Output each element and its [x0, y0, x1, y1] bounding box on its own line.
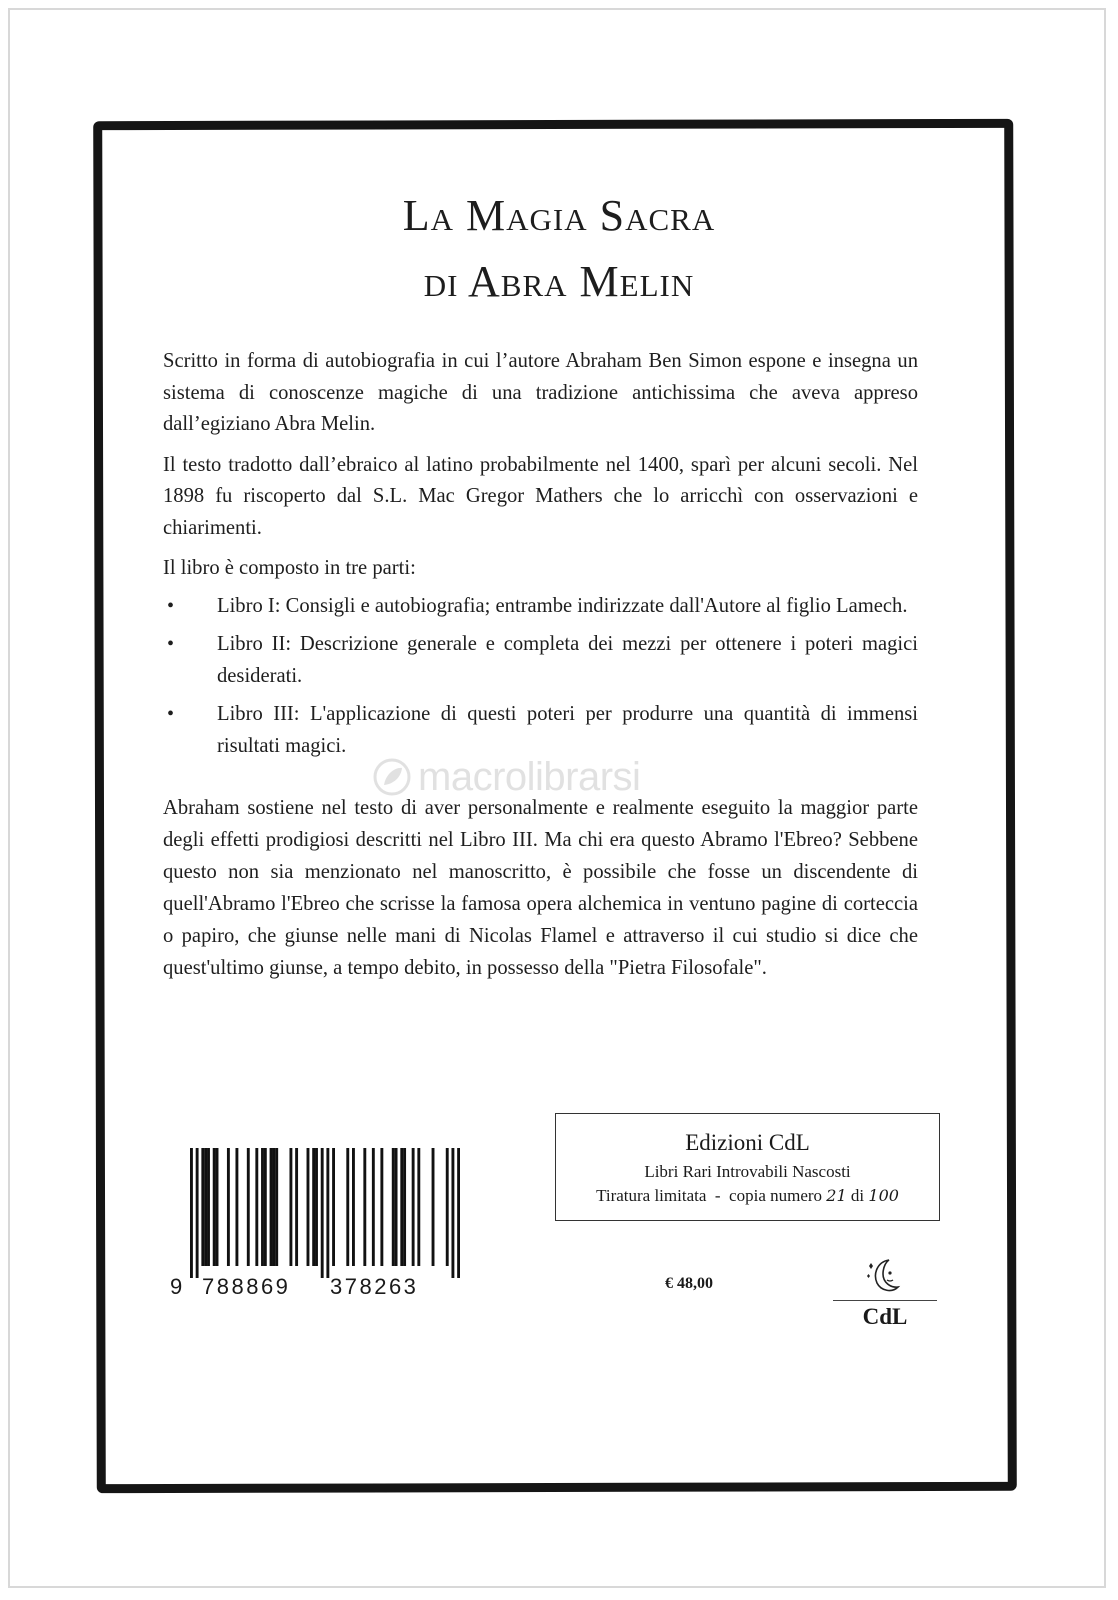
barcode-bar [213, 1148, 216, 1266]
barcode-bar [457, 1148, 460, 1278]
list-item-text: Libro II: Descrizione generale e completa dei mezzi per ottenere i poteri magici desiderati. [217, 633, 918, 687]
barcode-bar [312, 1148, 315, 1266]
barcode-bar [412, 1148, 415, 1266]
barcode-bar [400, 1148, 403, 1266]
list-item [163, 699, 918, 762]
barcode-bar [326, 1148, 329, 1278]
barcode-bar [275, 1148, 278, 1266]
publisher-tagline: Libri Rari Introvabili Nascosti [644, 1162, 851, 1181]
total-copies: 100 [868, 1186, 899, 1205]
copy-number: 21 [826, 1186, 847, 1205]
intro-paragraph-3: Il libro è composto in tre parti: [163, 557, 416, 579]
price-label: € 48,00 [665, 1275, 713, 1292]
logo-divider [833, 1300, 937, 1301]
barcode-first-digit: 9 [170, 1274, 185, 1299]
intro-paragraph-1: Scritto in forma di autobiografia in cui l’autore Abraham Ben Simon espone e insegna un sistema di conoscenze magiche di una tradizione antichissima che aveva appreso dall’egiziano Abra Melin. [163, 350, 918, 435]
barcode-bar [346, 1148, 349, 1266]
barcode-bar [272, 1148, 275, 1266]
barcode-bar [270, 1148, 273, 1266]
list-item-text: Libro I: Consigli e autobiografia; entrambe indirizzate dall'Autore al figlio Lamech. [217, 594, 908, 617]
barcode-bar [204, 1148, 207, 1266]
bullet-icon: • [167, 703, 175, 725]
barcode-bar [190, 1148, 193, 1278]
barcode-bar [295, 1148, 298, 1266]
barcode-bar [307, 1148, 310, 1266]
barcode-bar [216, 1148, 219, 1266]
barcode-bar [451, 1148, 454, 1278]
closing-paragraph: Abraham sostiene nel testo di aver personalmente e realmente eseguito la maggior parte degli effetti prodigiosi descritti nel Libro III. Ma chi era questo Abramo l'Ebreo? Sebbene questo non sia menzionato nel manoscritto, è possibile che fosse un discendente di quell'Abramo l'Ebreo che scrisse la famosa opera alchemica in ventuno pagine di corteccia o papiro, che giunse nelle mani di Nicolas Flamel e attraverso il cui studio si dice che quest'ultimo giunse, a tempo debito, in possesso della "Pietra Filosofale". [163, 797, 918, 979]
barcode-digits [170, 1274, 460, 1304]
bullet-icon: • [167, 633, 175, 655]
bullet-icon: • [167, 594, 175, 617]
barcode-bar [201, 1148, 204, 1266]
moon-face-icon [863, 1256, 907, 1296]
logo-text: CdL [862, 1304, 908, 1329]
list-item-text: Libro III: L'applicazione di questi poteri per produrre una quantità di immensi risultati magici. [217, 703, 918, 757]
intro-paragraph-2: Il testo tradotto dall’ebraico al latino probabilmente nel 1400, sparì per alcuni secoli. Nel 1898 fu riscoperto dal S.L. Mac Gregor Mathers che lo arricchì con osservazioni e chiarimenti. [163, 453, 918, 539]
barcode-bar [395, 1148, 398, 1266]
barcode-bar [363, 1148, 366, 1266]
barcode-bar [392, 1148, 395, 1266]
barcode-bar [247, 1148, 250, 1266]
list-item [163, 629, 918, 692]
barcode-bar [321, 1148, 324, 1278]
publisher-box [555, 1113, 940, 1221]
barcode-bars [190, 1148, 460, 1278]
barcode-group-2: 378263 [330, 1274, 419, 1299]
barcode-bar [380, 1148, 383, 1266]
list-item [163, 591, 918, 623]
barcode-bar [315, 1148, 318, 1266]
book-title [0, 183, 1118, 315]
barcode-bar [207, 1148, 210, 1266]
barcode-bar [235, 1148, 238, 1266]
description-body [163, 346, 918, 769]
barcode-bar [372, 1148, 375, 1266]
isbn-barcode [170, 1148, 460, 1308]
barcode-bar [417, 1148, 420, 1266]
barcode-bar [264, 1148, 267, 1266]
barcode-group-1: 788869 [202, 1274, 291, 1299]
barcode-bar [403, 1148, 406, 1266]
barcode-bar [352, 1148, 355, 1266]
barcode-bar [432, 1148, 435, 1266]
title-line-1: La Magia Sacra [402, 191, 716, 240]
barcode-bar [255, 1148, 258, 1266]
barcode-bar [289, 1148, 292, 1266]
publisher-logo [830, 1256, 940, 1336]
barcode-bar [446, 1148, 449, 1266]
limited-edition-prefix: Tiratura limitata - copia numero [596, 1186, 827, 1205]
parts-list [163, 591, 918, 763]
watermark-text: macrolibrarsi [418, 754, 641, 799]
barcode-bar [196, 1148, 199, 1278]
barcode-bar [332, 1148, 335, 1266]
title-line-2: di Abra Melin [423, 257, 695, 306]
barcode-bar [261, 1148, 264, 1266]
limited-edition-line [556, 1184, 939, 1208]
of-word: di [846, 1186, 869, 1205]
publisher-name: Edizioni CdL [685, 1130, 810, 1155]
barcode-bar [227, 1148, 230, 1266]
